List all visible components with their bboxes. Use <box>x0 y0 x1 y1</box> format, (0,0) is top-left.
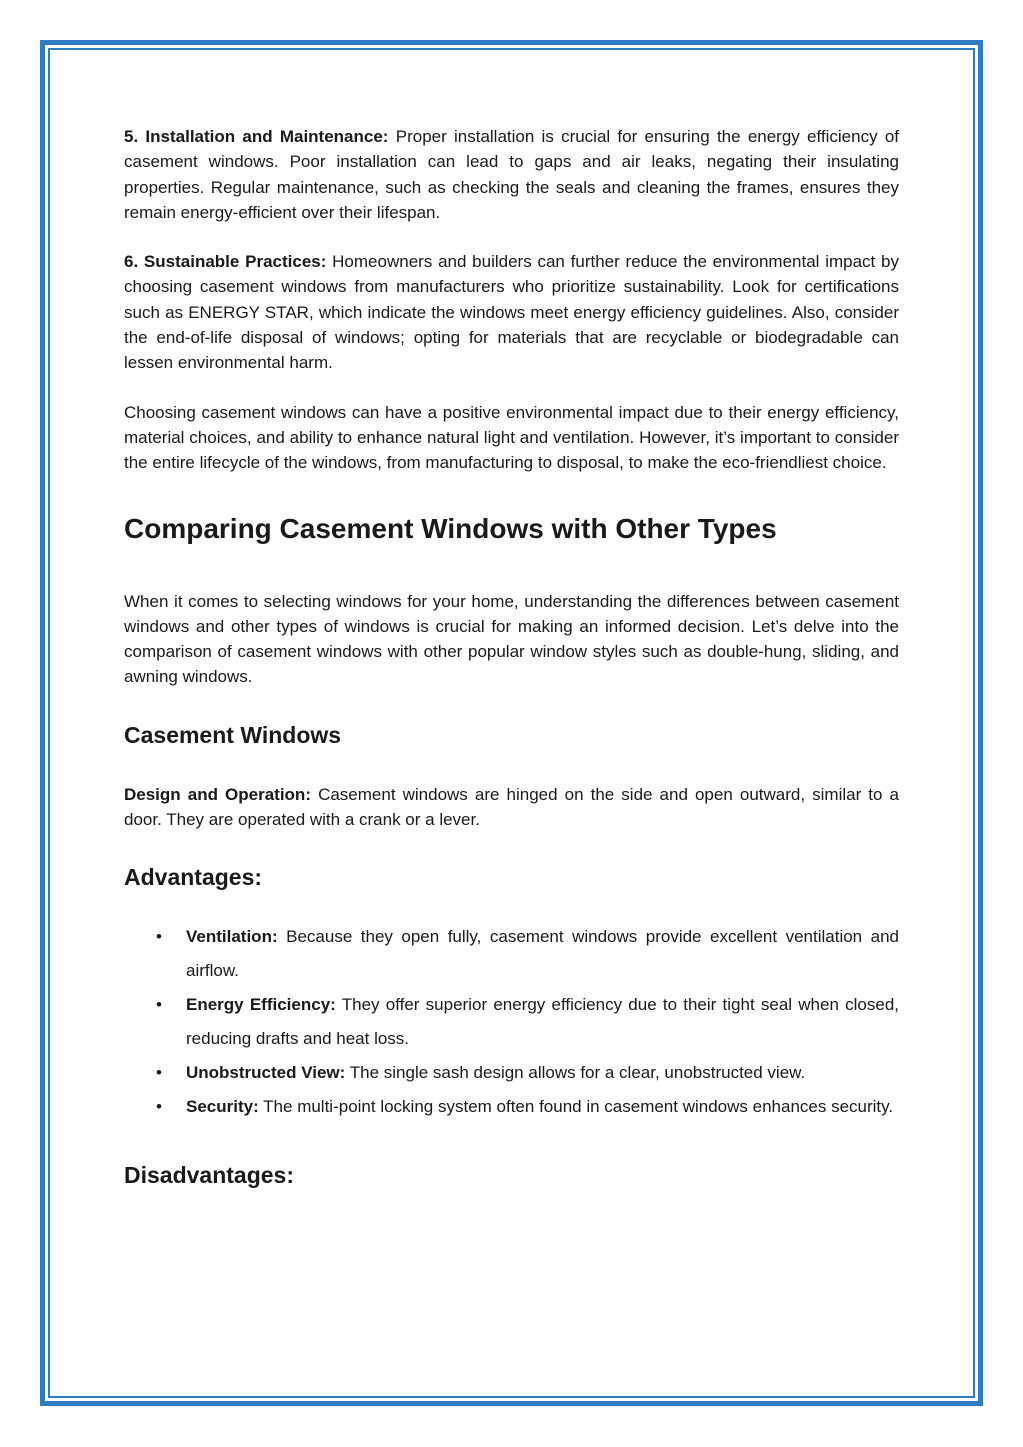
list-item-text: Because they open fully, casement windows provide excellent ventilation and airflow. <box>186 927 899 981</box>
choosing-paragraph: Choosing casement windows can have a positive environmental impact due to their energy efficiency, material choices, and ability to enhance natural light and ventilation. However, it’s important to consider the entire lifecycle of the windows, from manufacturing to disposal, to make the eco-friendliest choice. <box>124 402 899 473</box>
installation-paragraph <box>124 124 899 225</box>
design-label: Design and Operation: <box>124 784 311 804</box>
list-item-security <box>124 1090 899 1124</box>
sustainable-label: 6. Sustainable Practices: <box>124 252 327 272</box>
list-item-unobstructed-view <box>124 1056 899 1090</box>
sustainable-paragraph <box>124 249 899 375</box>
list-item-label: Ventilation: <box>186 927 278 947</box>
design-paragraph <box>124 782 899 833</box>
design-text: Casement windows are hinged on the side and open outward, similar to a door. They are operated with a crank or a lever. <box>124 784 899 830</box>
list-item-ventilation <box>124 920 899 988</box>
list-item-label: Energy Efficiency: <box>186 995 336 1015</box>
installation-label: 5. Installation and Maintenance: <box>124 127 389 146</box>
advantages-heading: Advantages: <box>124 864 263 891</box>
bullet-icon: • <box>156 927 162 947</box>
sustainable-text: Homeowners and builders can further reduce the environmental impact by choosing casement windows from manufacturers who prioritize sustainability. Look for certifications such as ENERGY STAR, which indicate the windows meet energy efficiency guidelines. Also, consider the end-of-life disposal of windows; opting for materials that are recyclable or biodegradable can lessen environmental harm. <box>124 252 899 373</box>
list-item-text: The multi-point locking system often found in casement windows enhances security. <box>263 1097 894 1117</box>
disadvantages-heading: Disadvantages: <box>124 1162 295 1189</box>
list-item-label: Unobstructed View: <box>186 1063 346 1083</box>
comparing-intro-paragraph: When it comes to selecting windows for your home, understanding the differences between casement windows and other types of windows is crucial for making an informed decision. Let’s delve into the comparison of casement windows with other popular window styles such as double-hung, sliding, and awning windows. <box>124 591 899 687</box>
document-body <box>124 124 899 1190</box>
bullet-icon: • <box>156 995 162 1015</box>
bullet-icon: • <box>156 1097 162 1117</box>
comparing-heading: Comparing Casement Windows with Other Types <box>124 512 777 544</box>
list-item-energy-efficiency <box>124 988 899 1056</box>
casement-windows-heading: Casement Windows <box>124 721 342 748</box>
list-item-text: The single sash design allows for a clear, unobstructed view. <box>349 1063 806 1083</box>
list-item-text: They offer superior energy efficiency due to their tight seal when closed, reducing drafts and heat loss. <box>186 995 900 1049</box>
bullet-icon: • <box>156 1063 162 1083</box>
list-item-label: Security: <box>186 1097 259 1117</box>
advantages-list <box>124 920 899 1124</box>
installation-text: Proper installation is crucial for ensuring the energy efficiency of casement windows. Poor installation can lead to gaps and air leaks, negating their insulating properties. Regular maintenance, such as checking the seals and cleaning the frames, ensures they remain energy-efficient over their lifespan. <box>124 127 899 222</box>
